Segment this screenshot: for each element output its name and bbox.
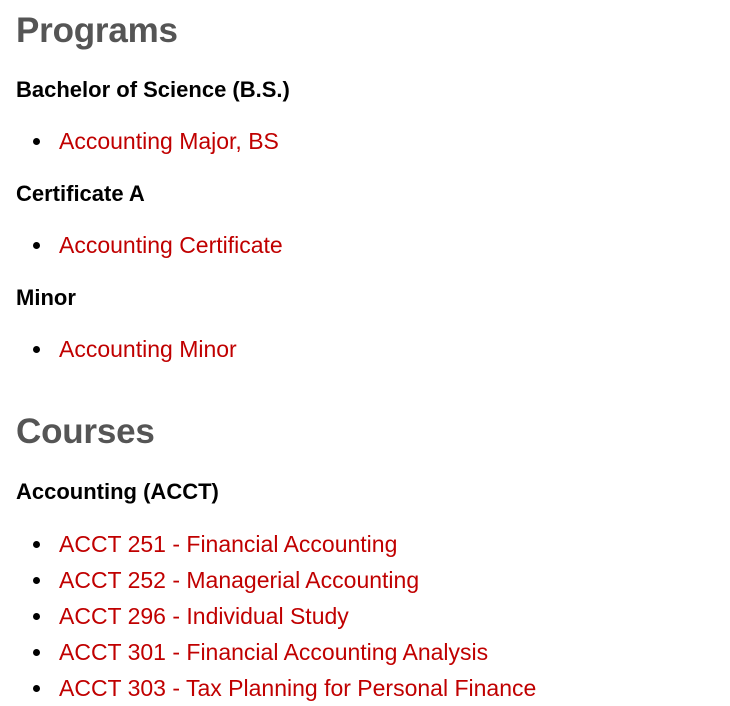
program-list-bs xyxy=(0,123,700,159)
list-item xyxy=(0,670,700,706)
list-item xyxy=(0,562,700,598)
list-item xyxy=(0,634,700,670)
program-group-heading: Bachelor of Science (B.S.) xyxy=(16,77,290,102)
course-link-acct-296[interactable]: ACCT 296 - Individual Study xyxy=(59,603,349,629)
bullet-icon xyxy=(33,613,40,620)
course-link-acct-251[interactable]: ACCT 251 - Financial Accounting xyxy=(59,531,398,557)
course-list-acct xyxy=(0,526,700,706)
program-link-accounting-certificate[interactable]: Accounting Certificate xyxy=(59,232,283,258)
courses-title: Courses xyxy=(16,412,155,451)
program-list-minor xyxy=(0,331,700,367)
list-item xyxy=(0,526,700,562)
bullet-icon xyxy=(33,685,40,692)
list-item xyxy=(0,227,700,263)
course-link-acct-252[interactable]: ACCT 252 - Managerial Accounting xyxy=(59,567,420,593)
bullet-icon xyxy=(33,541,40,548)
program-group-heading: Certificate A xyxy=(16,181,145,206)
bullet-icon xyxy=(33,346,40,353)
bullet-icon xyxy=(33,577,40,584)
list-item xyxy=(0,598,700,634)
bullet-icon xyxy=(33,242,40,249)
bullet-icon xyxy=(33,138,40,145)
programs-title: Programs xyxy=(16,11,178,50)
program-list-certificate xyxy=(0,227,700,263)
program-group-heading: Minor xyxy=(16,285,76,310)
list-item xyxy=(0,123,700,159)
list-item xyxy=(0,331,700,367)
program-link-accounting-minor[interactable]: Accounting Minor xyxy=(59,336,237,362)
bullet-icon xyxy=(33,649,40,656)
course-link-acct-301[interactable]: ACCT 301 - Financial Accounting Analysis xyxy=(59,639,489,665)
course-link-acct-303[interactable]: ACCT 303 - Tax Planning for Personal Finance xyxy=(59,675,537,701)
course-group-heading: Accounting (ACCT) xyxy=(16,479,219,504)
program-link-accounting-major[interactable]: Accounting Major, BS xyxy=(59,128,279,154)
